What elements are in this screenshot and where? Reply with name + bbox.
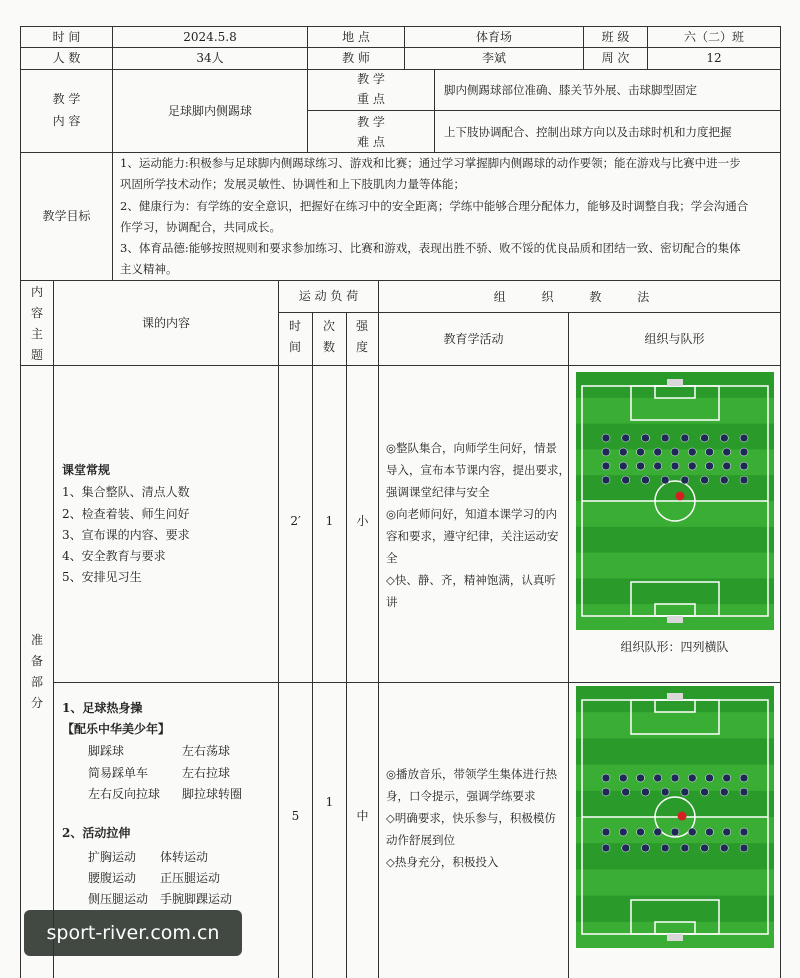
place-label: 地 点 <box>342 30 370 44</box>
warmup-item: 左右拉球 <box>182 766 231 780</box>
student-marker <box>720 844 728 852</box>
student-marker <box>671 828 679 836</box>
row1-activity-line: 强调课堂纪律与安全 <box>386 485 490 499</box>
student-marker <box>641 844 649 852</box>
student-marker <box>723 462 731 470</box>
warmup-item: 脚拉球转圈 <box>182 787 243 801</box>
field-stripe <box>576 501 774 528</box>
student-marker <box>681 434 689 442</box>
section-name: 准备部分 <box>30 633 43 710</box>
count-value: 34人 <box>196 51 224 65</box>
student-marker <box>701 788 709 796</box>
routine-item: 2、检查着装、师生问好 <box>62 507 190 521</box>
teacher-label: 教 师 <box>342 51 370 65</box>
topic-header: 内容主题 <box>30 285 43 362</box>
student-marker <box>619 828 627 836</box>
field-svg <box>576 686 774 948</box>
row1-intensity: 小 <box>356 514 369 528</box>
warmup-item: 左右荡球 <box>182 744 231 758</box>
student-marker <box>740 788 748 796</box>
field-stripe <box>576 869 774 896</box>
student-marker <box>706 462 714 470</box>
teacher-value: 李斌 <box>481 51 506 65</box>
goals-line-5: 3、体育品德:能够按照规则和要求参加练习、比赛和游戏，表现出胜不骄、败不馁的优良品质和团结一致、密切配合的集体 <box>120 241 741 255</box>
week-label: 周 次 <box>601 51 630 65</box>
row2-time: 5 <box>291 809 300 823</box>
watermark-badge: sport-river.com.cn <box>24 910 242 956</box>
student-marker <box>637 828 645 836</box>
count-label: 人 数 <box>52 51 81 65</box>
row1-activity-line: ◇快、静、齐，精神饱满，认真听 <box>386 573 556 587</box>
student-marker <box>622 844 630 852</box>
row1-activity-line: 导入，宣布本节课内容，提出要求， <box>386 463 570 477</box>
difficulty-label-2: 难 点 <box>357 135 385 149</box>
student-marker <box>641 434 649 442</box>
stretch-item: 侧压腿运动 <box>88 892 149 906</box>
student-marker <box>688 462 696 470</box>
student-marker <box>688 774 696 782</box>
student-marker <box>661 788 669 796</box>
field-stripe <box>576 712 774 739</box>
goal-bottom <box>667 616 683 623</box>
difficulty-value: 上下肢协调配合、控制出球方向以及击球时机和力度把握 <box>444 125 732 139</box>
student-marker <box>637 448 645 456</box>
row1-activity-line: 讲 <box>386 595 398 609</box>
student-marker <box>701 434 709 442</box>
warmup-item: 脚踩球 <box>88 744 125 758</box>
place-value: 体育场 <box>475 30 512 44</box>
student-marker <box>671 462 679 470</box>
goals-label: 教学目标 <box>42 209 91 223</box>
row1-activity-line: 全 <box>386 551 398 565</box>
warmup-heading: 1、足球热身操 <box>62 701 143 715</box>
lesson-header: 课的内容 <box>141 316 190 330</box>
row2-activity-line: ◇明确要求，快乐参与，积极模仿 <box>386 811 556 825</box>
student-marker <box>706 828 714 836</box>
student-marker <box>661 476 669 484</box>
stretch-item: 体转运动 <box>160 850 209 864</box>
key-point-value: 脚内侧踢球部位准确、膝关节外展、击球脚型固定 <box>444 83 697 97</box>
key-point-label-2: 重 点 <box>357 92 385 106</box>
student-marker <box>654 448 662 456</box>
row1-reps: 1 <box>325 514 334 528</box>
student-marker <box>602 828 610 836</box>
routine-item: 4、安全教育与要求 <box>62 549 166 563</box>
stretch-item: 扩胸运动 <box>88 850 137 864</box>
row2-activity-line: 身，口令提示，强调学练要求 <box>386 789 536 803</box>
stretch-item: 正压腿运动 <box>160 871 221 885</box>
routine-item: 1、集合整队、清点人数 <box>62 485 190 499</box>
row2-activity-line: 动作舒展到位 <box>386 833 455 847</box>
student-marker <box>688 828 696 836</box>
student-marker <box>641 476 649 484</box>
field-stripe <box>576 527 774 554</box>
stretch-heading: 2、活动拉伸 <box>62 826 131 840</box>
field-stripe <box>576 553 774 580</box>
student-marker <box>671 774 679 782</box>
student-marker <box>720 476 728 484</box>
formation-header: 组织与队形 <box>644 332 705 346</box>
student-marker <box>602 476 610 484</box>
content-label-1: 教 学 <box>52 92 81 106</box>
field-stripe <box>576 738 774 765</box>
student-marker <box>602 774 610 782</box>
goals-line-3: 2、健康行为：有学练的安全意识，把握好在练习中的安全距离；学练中能够合理分配体力，能够及时调整自我；学会沟通合 <box>120 199 749 213</box>
method-header: 组 织 教 法 <box>493 290 666 304</box>
stretch-item: 手腕脚踝运动 <box>160 892 233 906</box>
field-svg <box>576 372 774 630</box>
student-marker <box>654 462 662 470</box>
student-marker <box>740 434 748 442</box>
student-marker <box>661 844 669 852</box>
row2-activity-line: ◎播放音乐，带领学生集体进行热 <box>386 767 558 781</box>
load-header: 运 动 负 荷 <box>298 289 359 303</box>
student-marker <box>681 844 689 852</box>
class-value: 六（二）班 <box>683 30 744 44</box>
student-marker <box>740 476 748 484</box>
row2-activity-line: ◇热身充分，积极投入 <box>386 855 499 869</box>
row1-formation-caption: 组织队形：四列横队 <box>620 640 729 654</box>
student-marker <box>688 448 696 456</box>
difficulty-label-1: 教 学 <box>357 115 385 129</box>
teacher-marker <box>676 492 685 501</box>
student-marker <box>602 462 610 470</box>
student-marker <box>681 476 689 484</box>
row1-activity-line: ◎向老师问好，知道本课学习的内 <box>386 507 558 521</box>
student-marker <box>637 462 645 470</box>
activity-header: 教育学活动 <box>443 332 504 346</box>
content-title: 足球脚内侧踢球 <box>167 104 252 118</box>
student-marker <box>701 844 709 852</box>
goal-bottom <box>667 934 683 941</box>
student-marker <box>740 448 748 456</box>
student-marker <box>723 828 731 836</box>
week-value: 12 <box>706 51 722 65</box>
student-marker <box>602 788 610 796</box>
stretch-item: 腰腹运动 <box>88 871 137 885</box>
goals-line-2: 巩固所学技术动作；发展灵敏性、协调性和上下肢肌肉力量等体能； <box>120 177 465 191</box>
student-marker <box>654 774 662 782</box>
row1-time: 2′ <box>290 514 301 528</box>
student-marker <box>622 476 630 484</box>
student-marker <box>661 434 669 442</box>
student-marker <box>740 774 748 782</box>
student-marker <box>602 434 610 442</box>
class-label: 班 级 <box>601 30 630 44</box>
reps-header: 次数 <box>322 319 335 354</box>
goals-line-4: 作学习，协调配合，共同成长。 <box>120 220 281 234</box>
time-value: 2024.5.8 <box>183 30 237 44</box>
row2-reps: 1 <box>325 795 334 809</box>
student-marker <box>622 434 630 442</box>
student-marker <box>654 828 662 836</box>
warmup-item: 左右反向拉球 <box>88 787 161 801</box>
row1-activity-line: ◎整队集合，向师学生问好，情景 <box>386 441 558 455</box>
time-header: 时间 <box>288 319 301 354</box>
routine-item: 5、安排见习生 <box>62 570 142 584</box>
student-marker <box>701 476 709 484</box>
goals-line-1: 1、运动能力:积极参与足球脚内侧踢球练习、游戏和比赛；通过学习掌握脚内侧踢球的动作要领；能在游戏与比赛中进一步 <box>120 156 741 170</box>
goal-top <box>667 693 683 700</box>
student-marker <box>706 774 714 782</box>
warmup-item: 简易踩单车 <box>88 766 149 780</box>
student-marker <box>740 462 748 470</box>
student-marker <box>720 788 728 796</box>
routine-heading: 课堂常规 <box>62 463 111 477</box>
formation-field-diagram <box>576 372 774 630</box>
warmup-field-diagram <box>576 686 774 948</box>
student-marker <box>619 462 627 470</box>
goal-top <box>667 379 683 386</box>
goals-line-6: 主义精神。 <box>120 262 178 276</box>
student-marker <box>723 774 731 782</box>
student-marker <box>602 448 610 456</box>
student-marker <box>681 788 689 796</box>
student-marker <box>706 448 714 456</box>
routine-item: 3、宣布课的内容、要求 <box>62 528 190 542</box>
time-label: 时 间 <box>52 30 81 44</box>
intensity-header: 强度 <box>355 319 368 354</box>
student-marker <box>740 828 748 836</box>
row2-intensity: 中 <box>356 809 369 823</box>
content-label-2: 内 容 <box>52 114 81 128</box>
student-marker <box>637 774 645 782</box>
student-marker <box>602 844 610 852</box>
row1-activity-line: 容和要求，遵守纪律，关注运动安 <box>386 529 559 543</box>
student-marker <box>622 788 630 796</box>
student-marker <box>723 448 731 456</box>
student-marker <box>720 434 728 442</box>
key-point-label-1: 教 学 <box>357 72 385 86</box>
music-subheading: 【配乐中华美少年】 <box>62 722 171 736</box>
student-marker <box>641 788 649 796</box>
student-marker <box>671 448 679 456</box>
student-marker <box>740 844 748 852</box>
student-marker <box>619 774 627 782</box>
teacher-marker <box>678 812 687 821</box>
student-marker <box>619 448 627 456</box>
